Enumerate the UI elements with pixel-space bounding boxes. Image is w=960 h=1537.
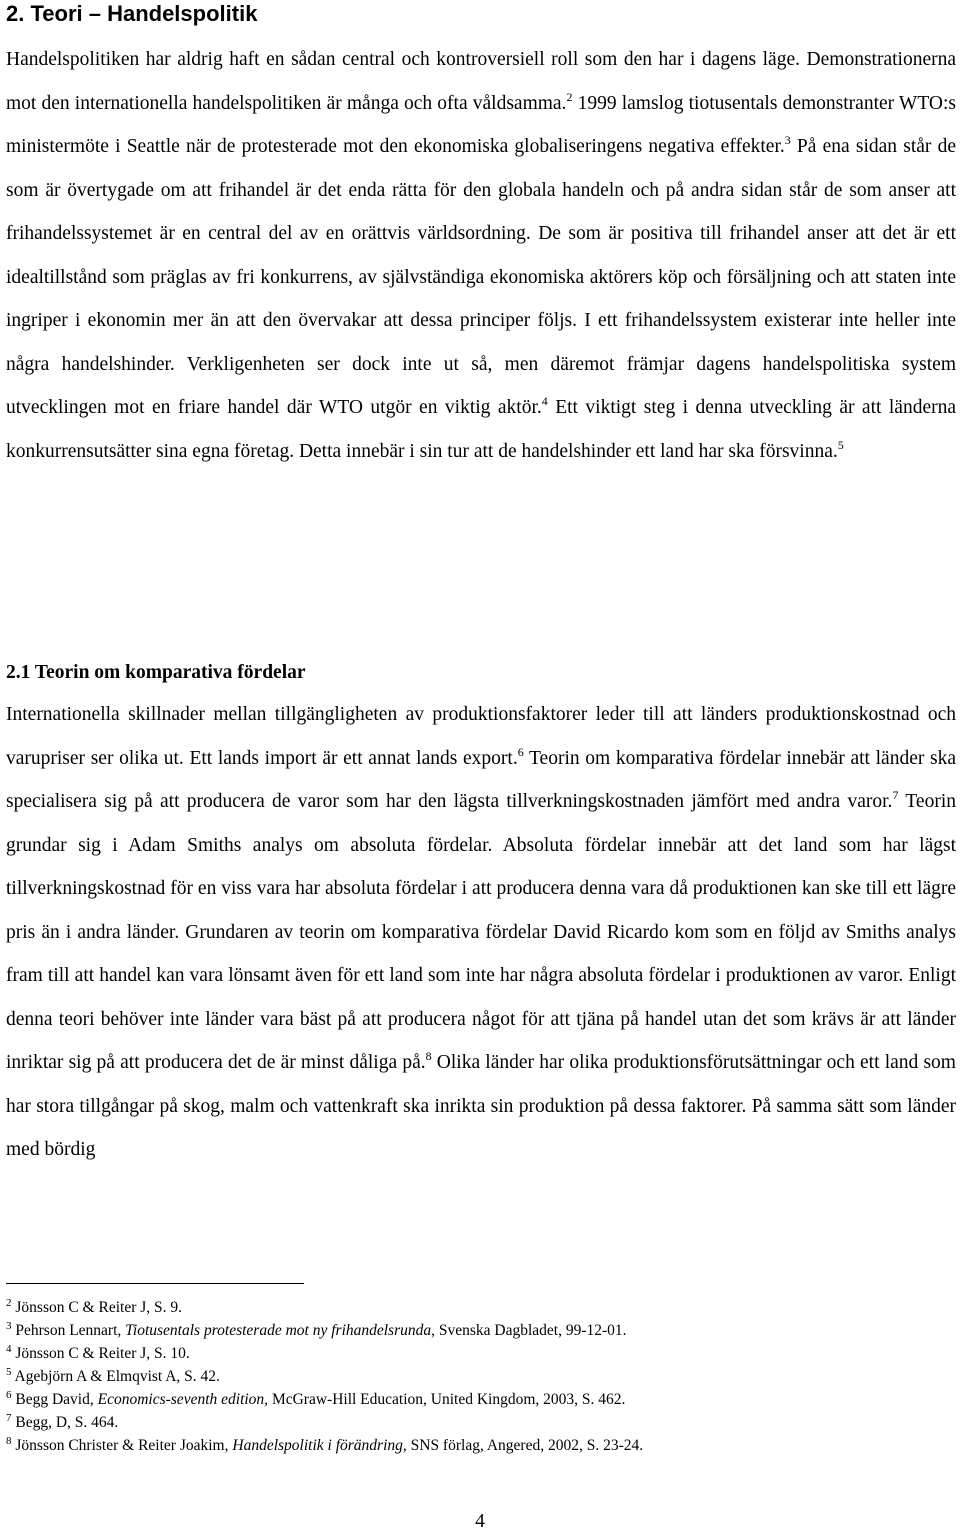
text-run: Teorin grundar sig i Adam Smiths analys om absoluta fördelar. Absoluta fördelar innebär att det land som har lägst tillverkningskostnad för en viss vara har absoluta fördelar i att producera denna vara då produktionen kan ske till ett lägre pris än i andra länder. Grundaren av teorin om komparativa fördelar David Ricardo kom som en följd av Smiths analys fram till att handel kan vara lönsamt även för ett land som inte har några absoluta fördelar i produktionen av varor. Enligt denna teori behöver inte länder vara bäst på att producera något för att tjäna på handel utan det som krävs är att länder inriktar sig på att producera det de är minst dåliga på.	[6, 791, 956, 1073]
footnote-item	[6, 1296, 956, 1319]
text-run: 1999 lamslog tiotusentals demonstranter WTO:s ministermöte i Seattle när de protesterade mot den ekonomiska globaliseringens negativa effekter.	[6, 92, 956, 157]
text-run: Internationella skillnader mellan tillgängligheten av produktionsfaktorer leder till att länders produktionskostnad och varupriser ser olika ut. Ett lands import är ett annat lands export.	[6, 704, 956, 769]
footnote-ref: 4	[541, 394, 548, 408]
text-run: Begg David,	[15, 1391, 98, 1408]
text-run: McGraw-Hill Education, United Kingdom, 2003, S. 462.	[268, 1391, 626, 1408]
section-heading: 2. Teori – Handelspolitik	[6, 1, 258, 26]
text-run: Pehrson Lennart,	[15, 1322, 126, 1339]
footnote-number: 7	[6, 1412, 12, 1424]
text-run: Jönsson C & Reiter J, S. 10.	[15, 1345, 190, 1362]
footnote-list	[6, 1296, 956, 1457]
italic-title: Economics-seventh edition,	[97, 1391, 269, 1408]
footnote-item	[6, 1319, 956, 1342]
footnote-ref: 2	[566, 89, 573, 104]
text-run: Ett viktigt steg i denna utveckling är att länderna konkurrensutsätter sina egna företag. Detta innebär i sin tur att de handelshinder ett land har ska försvinna.	[6, 397, 956, 462]
text-run: Teorin om komparativa fördelar innebär att länder ska specialisera sig på att producera de varor som har den lägsta tillverkningskostnaden jämfört med andra varor.	[6, 747, 957, 812]
italic-title: Handelspolitik i förändring,	[232, 1437, 407, 1454]
text-run: Jönsson Christer & Reiter Joakim,	[15, 1437, 233, 1454]
footnote-ref: 3	[784, 133, 791, 147]
paragraph-intro	[6, 38, 956, 473]
footnote-ref: 5	[837, 437, 844, 452]
footnote-number: 5	[6, 1366, 12, 1378]
footnote-item	[6, 1365, 956, 1388]
text-run: Jönsson C & Reiter J, S. 9.	[15, 1299, 183, 1316]
text-run: Begg, D, S. 464.	[15, 1414, 119, 1431]
footnote-ref: 8	[425, 1049, 432, 1063]
footnote-item	[6, 1434, 956, 1457]
footnote-number: 6	[6, 1389, 12, 1401]
subsection-heading: 2.1 Teorin om komparativa fördelar	[6, 662, 306, 683]
text-run: Olika länder har olika produktionsförutsättningar och ett land som har stora tillgångar på skog, malm och vattenkraft ska inrikta sin produktion på dessa faktorer. På samma sätt som länder med bördig	[6, 1052, 956, 1160]
text-run: Handelspolitiken har aldrig haft en sådan central och kontroversiell roll som den har i dagens läge. Demonstrationerna mot den internationella handelspolitiken är många och ofta våldsamma.	[6, 49, 956, 114]
italic-title: Tiotusentals protesterade mot ny frihandelsrunda	[125, 1322, 432, 1339]
text-run: , Svenska Dagbladet, 99-12-01.	[431, 1322, 627, 1339]
footnote-separator	[6, 1283, 304, 1284]
text-run: Agebjörn A & Elmqvist A, S. 42.	[14, 1368, 220, 1385]
footnote-number: 4	[6, 1343, 12, 1355]
footnote-item	[6, 1411, 956, 1434]
paragraph-comparative-advantage	[6, 693, 956, 1172]
footnote-number: 3	[6, 1320, 12, 1332]
footnote-ref: 6	[517, 744, 524, 759]
footnote-item	[6, 1388, 956, 1411]
footnote-number: 2	[6, 1297, 12, 1309]
footnote-number: 8	[6, 1435, 12, 1447]
footnote-ref: 7	[892, 788, 899, 802]
page-number: 4	[475, 1511, 485, 1532]
footnote-item	[6, 1342, 956, 1365]
text-run: SNS förlag, Angered, 2002, S. 23-24.	[406, 1437, 644, 1454]
text-run: På ena sidan står de som är övertygade om att frihandel är det enda rätta för den globala handeln och på andra sidan står de som anser att frihandelssystemet är en central del av en orättvis världsordning. De som är positiva till frihandel anser att det är ett idealtillstånd som präglas av fri konkurrens, av självständiga ekonomiska aktörers köp och försäljning och att staten inte ingriper i ekonomin mer än att den övervakar att dessa principer följs. I ett frihandelssystem existerar inte heller inte några handelshinder. Verkligenheten ser dock inte ut så, men däremot främjar dagens handelspolitiska system utvecklingen mot en friare handel där WTO utgör en viktig aktör.	[6, 136, 956, 418]
